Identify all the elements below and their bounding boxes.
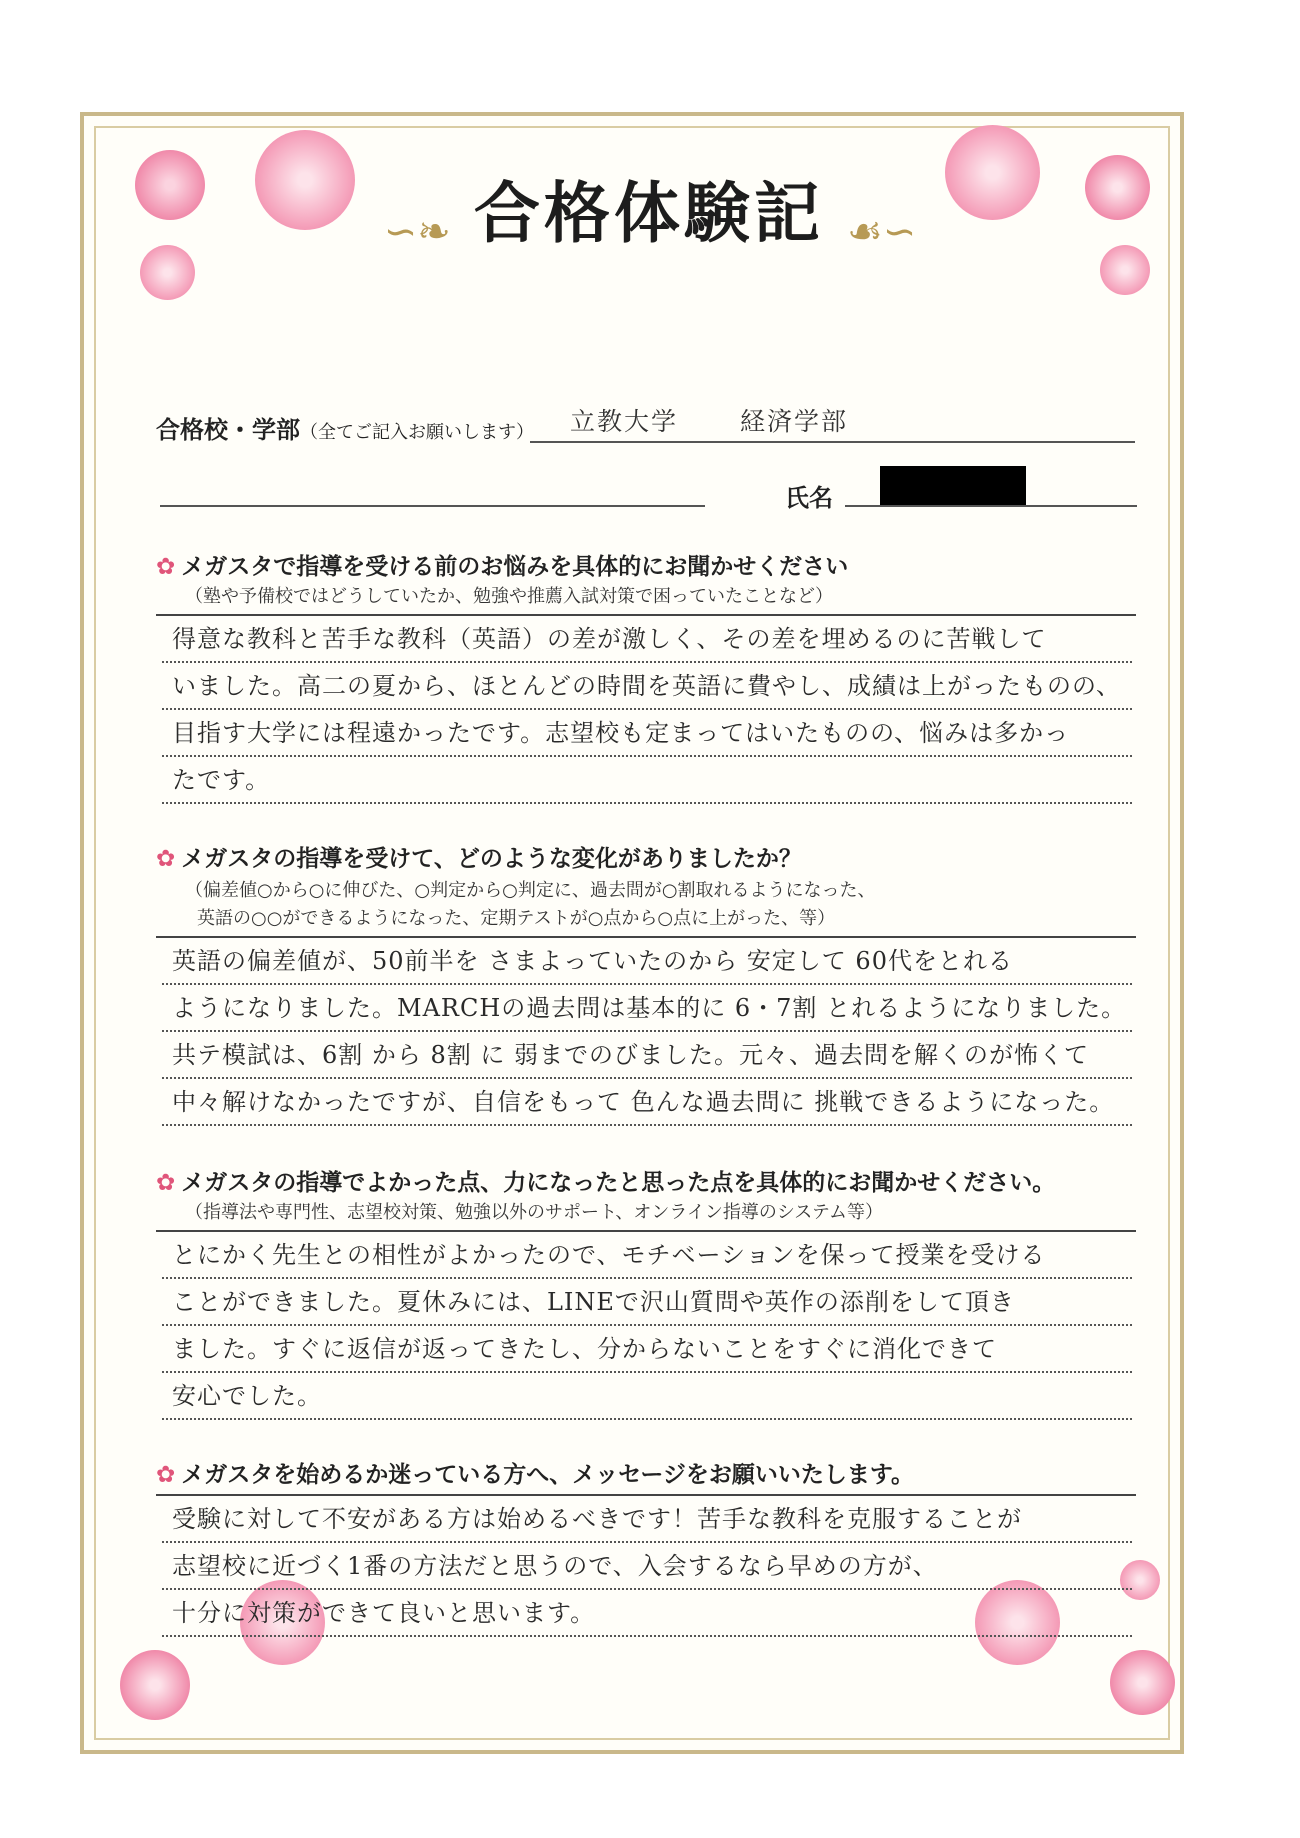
- answer-line: ようになりました。MARCHの過去問は基本的に 6・7割 とれるようになりました。: [162, 985, 1132, 1032]
- school-value: 立教大学: [570, 407, 679, 436]
- blank-underline: [160, 505, 705, 507]
- page-title: 合格体験記: [473, 174, 824, 252]
- title-area: [0, 160, 1300, 255]
- answer-line: たです。: [162, 757, 1132, 804]
- answer-4: [162, 1496, 1132, 1637]
- question-1: ✿ メガスタで指導を受ける前のお悩みを具体的にお聞かせください: [156, 554, 849, 580]
- answer-line: 安心でした。: [162, 1373, 1132, 1420]
- question-1-hint: （塾や予備校ではどうしていたか、勉強や推薦入試対策で困っていたことなど）: [185, 586, 833, 607]
- question-2-hint: （偏差値○から○に伸びた、○判定から○判定に、過去問が○割取れるようになった、: [185, 880, 876, 901]
- answer-3: [162, 1232, 1132, 1420]
- answer-line: 中々解けなかったですが、自信をもって 色んな過去問に 挑戦できるようになった。: [162, 1079, 1132, 1126]
- answer-line: 志望校に近づく1番の方法だと思うので、入会するなら早めの方が、: [162, 1543, 1132, 1590]
- answer-line: ました。すぐに返信が返ってきたし、分からないことをすぐに消化できて: [162, 1326, 1132, 1373]
- school-underline: [530, 441, 1135, 443]
- faculty-value: 経済学部: [740, 407, 849, 436]
- question-3-hint: （指導法や専門性、志望校対策、勉強以外のサポート、オンライン指導のシステム等）: [185, 1202, 884, 1223]
- flower-bullet-icon: ✿: [156, 846, 176, 872]
- question-2: ✿ メガスタの指導を受けて、どのような変化がありましたか？: [156, 846, 802, 872]
- cherry-blossom-icon: [120, 1650, 190, 1720]
- ornament-swirl-icon: ∽❧: [383, 208, 451, 255]
- question-3: ✿ メガスタの指導でよかった点、力になったと思った点を具体的にお聞かせください。: [156, 1170, 1056, 1196]
- answer-line: 得意な教科と苦手な教科（英語）の差が激しく、その差を埋めるのに苦戦して: [162, 616, 1132, 663]
- cherry-blossom-icon: [1110, 1650, 1175, 1715]
- answer-line: とにかく先生との相性がよかったので、モチベーションを保って授業を受ける: [162, 1232, 1132, 1279]
- school-label: 合格校・学部: [156, 416, 300, 444]
- redacted-name: [880, 466, 1026, 506]
- answer-line: ことができました。夏休みには、LINEで沢山質問や英作の添削をして頂き: [162, 1279, 1132, 1326]
- answer-line: 共テ模試は、6割 から 8割 に 弱までのびました。元々、過去問を解くのが怖くて: [162, 1032, 1132, 1079]
- answer-1: [162, 616, 1132, 804]
- name-field: [785, 478, 833, 513]
- ornament-swirl-icon: ☙∽: [846, 208, 917, 255]
- question-4: ✿ メガスタを始めるか迷っている方へ、メッセージをお願いいたします。: [156, 1462, 915, 1488]
- question-2-hint-2: 英語の○○ができるようになった、定期テストが○点から○点に上がった、等）: [197, 908, 836, 929]
- answer-line: 受験に対して不安がある方は始めるべきです！苦手な教科を克服することが: [162, 1496, 1132, 1543]
- flower-bullet-icon: ✿: [156, 1170, 176, 1196]
- name-underline: [845, 505, 1137, 507]
- answer-2: [162, 938, 1132, 1126]
- school-field: [156, 410, 534, 445]
- answer-line: 目指す大学には程遠かったです。志望校も定まってはいたものの、悩みは多かっ: [162, 710, 1132, 757]
- answer-line: 英語の偏差値が、50前半を さまよっていたのから 安定して 60代をとれる: [162, 938, 1132, 985]
- answer-line: 十分に対策ができて良いと思います。: [162, 1590, 1132, 1637]
- name-label: 氏名: [785, 484, 833, 512]
- flower-bullet-icon: ✿: [156, 554, 176, 580]
- flower-bullet-icon: ✿: [156, 1462, 176, 1488]
- answer-line: いました。高二の夏から、ほとんどの時間を英語に費やし、成績は上がったものの、: [162, 663, 1132, 710]
- school-note: （全てご記入お願いします）: [300, 422, 534, 443]
